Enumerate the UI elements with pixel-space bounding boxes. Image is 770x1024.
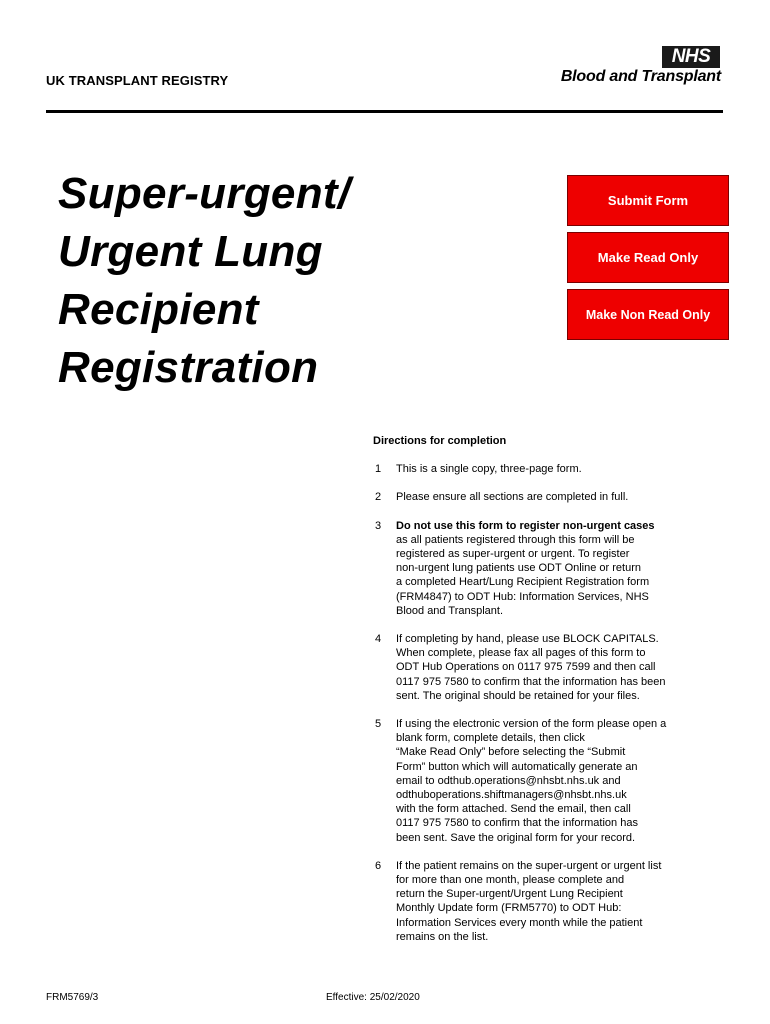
direction-item: [373, 632, 723, 703]
direction-number: 2: [375, 491, 382, 504]
direction-number: 4: [375, 633, 382, 646]
directions-section: [373, 434, 723, 944]
nhs-logo: NHS: [662, 46, 720, 68]
effective-date: Effective: 25/02/2020: [326, 992, 420, 1003]
direction-line: 0117 975 7580 to confirm that the information has been: [396, 675, 666, 688]
direction-text: [396, 519, 723, 618]
direction-text: [396, 490, 723, 504]
directions-list: [373, 462, 723, 944]
direction-line: non-urgent lung patients use ODT Online or return: [396, 562, 641, 575]
direction-line: sent. The original should be retained for your files.: [396, 689, 640, 702]
direction-item: [373, 859, 723, 944]
direction-line: Blood and Transplant.: [396, 604, 504, 617]
title-line: Super-urgent/: [58, 169, 351, 218]
registry-heading: UK TRANSPLANT REGISTRY: [46, 73, 229, 88]
direction-item: [373, 717, 723, 845]
direction-number: 6: [375, 859, 382, 872]
direction-line: remains on the list.: [396, 930, 489, 943]
title-line: Urgent Lung: [58, 227, 323, 276]
direction-line: Form” button which will automatically generate an: [396, 760, 638, 773]
direction-line: as all patients registered through this form will be: [396, 533, 635, 546]
make-read-only-button[interactable]: Make Read Only: [567, 232, 729, 283]
direction-item: [373, 519, 723, 618]
direction-line: Monthly Update form (FRM5770) to ODT Hub:: [396, 902, 622, 915]
direction-text: [396, 717, 723, 845]
direction-number: 5: [375, 718, 382, 731]
direction-line: for more than one month, please complete and: [396, 874, 625, 887]
direction-line: If completing by hand, please use BLOCK CAPITALS.: [396, 633, 659, 646]
submit-form-button[interactable]: Submit Form: [567, 175, 729, 226]
make-non-read-only-button[interactable]: Make Non Read Only: [567, 289, 729, 340]
direction-number: 3: [375, 519, 382, 532]
direction-item: [373, 462, 723, 476]
header-divider: [46, 110, 723, 113]
direction-line: When complete, please fax all pages of this form to: [396, 647, 646, 660]
title-line: Registration: [58, 343, 319, 392]
direction-text: [396, 632, 723, 703]
direction-line: ODT Hub Operations on 0117 975 7599 and then call: [396, 661, 656, 674]
direction-line: return the Super-urgent/Urgent Lung Recipient: [396, 888, 623, 901]
direction-line: (FRM4847) to ODT Hub: Information Services, NHS: [396, 590, 649, 603]
organization-name: Blood and Transplant: [560, 68, 721, 85]
direction-line: registered as super-urgent or urgent. To register: [396, 548, 630, 561]
direction-line: Information Services every month while the patient: [396, 916, 643, 929]
direction-line: If the patient remains on the super-urgent or urgent list: [396, 859, 662, 872]
direction-line: a completed Heart/Lung Recipient Registration form: [396, 576, 650, 589]
direction-line: Please ensure all sections are completed in full.: [396, 491, 629, 504]
direction-line: If using the electronic version of the form please open a: [396, 718, 667, 731]
direction-line: This is a single copy, three-page form.: [396, 463, 582, 476]
page-title: [58, 165, 418, 397]
direction-number: 1: [375, 463, 382, 476]
direction-line: been sent. Save the original form for your record.: [396, 831, 636, 844]
direction-item: [373, 490, 723, 504]
direction-text: [396, 462, 723, 476]
direction-line: blank form, complete details, then click: [396, 732, 585, 745]
form-code: FRM5769/3: [46, 992, 99, 1003]
direction-line: email to odthub.operations@nhsbt.nhs.uk and: [396, 774, 621, 787]
direction-line: 0117 975 7580 to confirm that the information has: [396, 817, 638, 830]
direction-line: odthuboperations.shiftmanagers@nhsbt.nhs.uk: [396, 789, 627, 802]
direction-lead: Do not use this form to register non-urgent cases: [396, 519, 655, 532]
direction-text: [396, 859, 723, 944]
directions-heading: Directions for completion: [373, 435, 507, 447]
direction-line: “Make Read Only” before selecting the “Submit: [396, 746, 626, 759]
title-line: Recipient: [58, 285, 259, 334]
direction-line: with the form attached. Send the email, then call: [396, 803, 631, 816]
